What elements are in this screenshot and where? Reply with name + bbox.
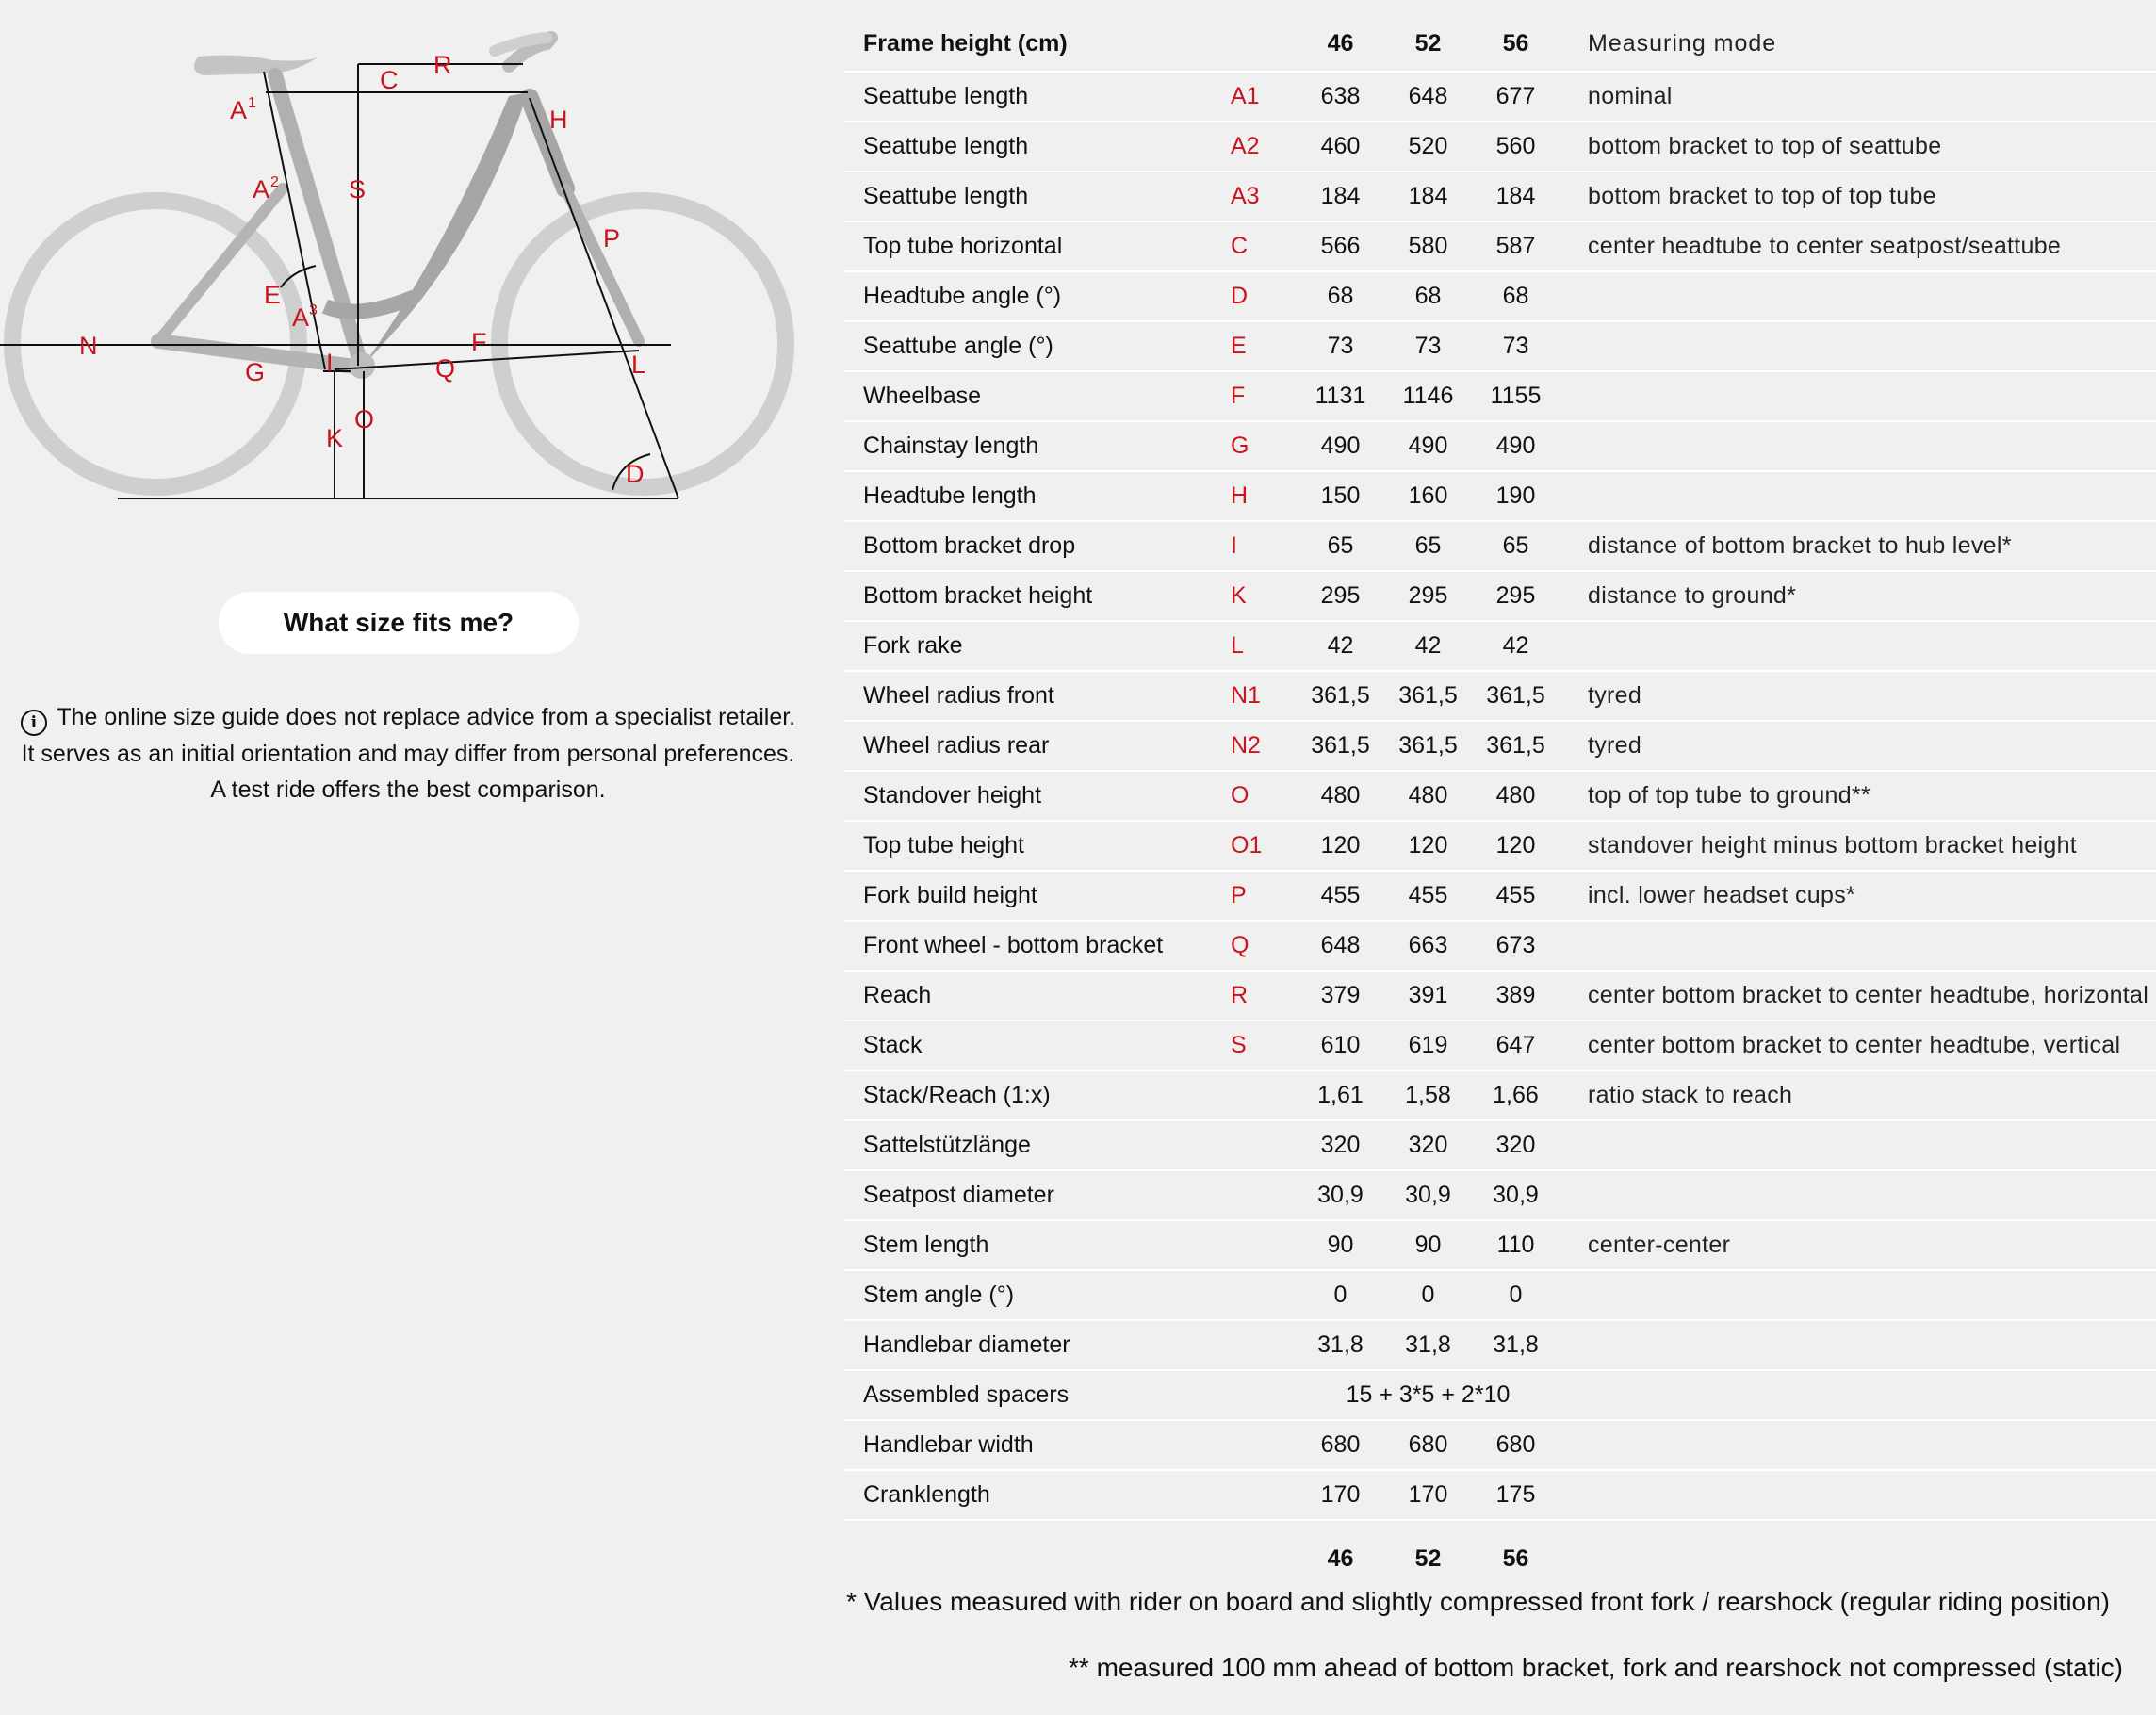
measurement-code: O (1231, 771, 1297, 821)
table-row (844, 871, 2156, 921)
measurement-value-56: 295 (1472, 571, 1560, 621)
measurement-value-46: 30,9 (1297, 1170, 1384, 1220)
measurement-value-52: 42 (1384, 621, 1472, 671)
table-row (844, 671, 2156, 721)
svg-text:C: C (380, 66, 399, 94)
svg-text:K: K (326, 424, 344, 452)
measurement-value-52: 1,58 (1384, 1070, 1472, 1120)
measurement-code (1231, 1170, 1297, 1220)
measurement-value-52: 391 (1384, 971, 1472, 1021)
table-row (844, 1370, 2156, 1420)
measurement-code: R (1231, 971, 1297, 1021)
measurement-name: Top tube height (844, 821, 1231, 871)
table-row (844, 1170, 2156, 1220)
measuring-mode-note (1560, 1270, 2156, 1320)
measurement-value-52: 0 (1384, 1270, 1472, 1320)
measurement-code (1231, 1470, 1297, 1520)
measuring-mode-note: ratio stack to reach (1560, 1070, 2156, 1120)
table-row (844, 571, 2156, 621)
measurement-name: Seattube length (844, 72, 1231, 122)
measurement-value-46: 361,5 (1297, 721, 1384, 771)
disclaimer-text: The online size guide does not replace advice from a specialist retailer. It serves as an initial orientation and may differ from personal preferences. A test ride offers the best comparison. (21, 704, 796, 803)
measurement-value-46: 65 (1297, 521, 1384, 571)
size-46-footer: 46 (1327, 1544, 1354, 1572)
measuring-mode-note (1560, 1420, 2156, 1470)
measurement-name: Chainstay length (844, 421, 1231, 471)
measurement-name: Headtube length (844, 471, 1231, 521)
measurement-value-56: 560 (1472, 122, 1560, 172)
measurement-value-56: 1,66 (1472, 1070, 1560, 1120)
measurement-value-46: 610 (1297, 1021, 1384, 1070)
bike-geometry-diagram (0, 19, 810, 509)
measurement-name: Assembled spacers (844, 1370, 1231, 1420)
measurement-code: N2 (1231, 721, 1297, 771)
measurement-name: Bottom bracket drop (844, 521, 1231, 571)
measurement-value-56: 175 (1472, 1470, 1560, 1520)
measurement-value-46: 150 (1297, 471, 1384, 521)
measurement-value-46: 648 (1297, 921, 1384, 971)
table-row (844, 421, 2156, 471)
size-56-footer: 56 (1502, 1544, 1529, 1572)
size-56-header: 56 (1472, 17, 1560, 72)
measurement-value-46: 1131 (1297, 371, 1384, 421)
measurement-name: Seattube length (844, 122, 1231, 172)
measurement-value-56: 587 (1472, 221, 1560, 271)
measuring-mode-note (1560, 321, 2156, 371)
measuring-mode-header: Measuring mode (1560, 17, 2156, 72)
measuring-mode-note (1560, 1320, 2156, 1370)
measuring-mode-note (1560, 1370, 2156, 1420)
svg-text:P: P (603, 224, 621, 253)
measuring-mode-note: distance of bottom bracket to hub level* (1560, 521, 2156, 571)
measurement-code (1231, 1120, 1297, 1170)
measurement-value-56: 31,8 (1472, 1320, 1560, 1370)
measurement-code: D (1231, 271, 1297, 321)
measurement-value-56: 65 (1472, 521, 1560, 571)
size-52-footer: 52 (1414, 1544, 1442, 1572)
measurement-name: Stem angle (°) (844, 1270, 1231, 1320)
measurement-code: A3 (1231, 172, 1297, 221)
measurement-name: Handlebar width (844, 1420, 1231, 1470)
table-row (844, 221, 2156, 271)
svg-text:E: E (264, 281, 282, 309)
measurement-value-56: 110 (1472, 1220, 1560, 1270)
svg-text:G: G (245, 358, 266, 386)
frame-height-header: Frame height (cm) (844, 17, 1231, 72)
svg-text:S: S (349, 175, 367, 204)
measurement-value-56: 480 (1472, 771, 1560, 821)
measurement-code: E (1231, 321, 1297, 371)
svg-text:H: H (549, 106, 568, 134)
measurement-value-52: 160 (1384, 471, 1472, 521)
measurement-value-46: 0 (1297, 1270, 1384, 1320)
measurement-value-52: 68 (1384, 271, 1472, 321)
svg-text:A: A (253, 175, 270, 204)
measuring-mode-note (1560, 1470, 2156, 1520)
svg-text:3: 3 (309, 302, 318, 318)
geometry-table (844, 17, 2156, 1596)
table-row (844, 72, 2156, 122)
measurement-value-52: 619 (1384, 1021, 1472, 1070)
measurement-value-46: 455 (1297, 871, 1384, 921)
measuring-mode-note (1560, 371, 2156, 421)
measurement-value-52: 680 (1384, 1420, 1472, 1470)
measurement-value-56: 361,5 (1472, 721, 1560, 771)
measuring-mode-note (1560, 621, 2156, 671)
measurement-value-52: 520 (1384, 122, 1472, 172)
svg-text:O: O (354, 405, 375, 433)
measurement-value-56: 30,9 (1472, 1170, 1560, 1220)
info-icon: i (21, 710, 47, 736)
measurement-value-52: 73 (1384, 321, 1472, 371)
measuring-mode-note (1560, 421, 2156, 471)
measurement-code: F (1231, 371, 1297, 421)
measurement-code: I (1231, 521, 1297, 571)
measurement-value-52: 65 (1384, 521, 1472, 571)
measurement-name: Stack/Reach (1:x) (844, 1070, 1231, 1120)
measurement-value-56: 647 (1472, 1021, 1560, 1070)
measurement-code: P (1231, 871, 1297, 921)
measurement-value-46: 460 (1297, 122, 1384, 172)
measurement-value-46: 120 (1297, 821, 1384, 871)
measuring-mode-note: tyred (1560, 671, 2156, 721)
measurement-value-52: 30,9 (1384, 1170, 1472, 1220)
table-header-row (844, 17, 2156, 72)
measurement-code (1231, 1320, 1297, 1370)
table-row (844, 1021, 2156, 1070)
table-row (844, 271, 2156, 321)
measurement-value-52: 455 (1384, 871, 1472, 921)
measurement-value-56: 190 (1472, 471, 1560, 521)
table-row (844, 821, 2156, 871)
measurement-value-52: 361,5 (1384, 721, 1472, 771)
measurement-value-46: 73 (1297, 321, 1384, 371)
measurement-value-52: 480 (1384, 771, 1472, 821)
measurement-value-52: 184 (1384, 172, 1472, 221)
measurement-value-all-sizes: 15 + 3*5 + 2*10 (1297, 1370, 1560, 1420)
measuring-mode-note: tyred (1560, 721, 2156, 771)
measurement-value-52: 663 (1384, 921, 1472, 971)
measurement-name: Wheel radius rear (844, 721, 1231, 771)
measurement-name: Standover height (844, 771, 1231, 821)
table-row (844, 1070, 2156, 1120)
size-52-header: 52 (1384, 17, 1472, 72)
measurement-value-52: 490 (1384, 421, 1472, 471)
table-footer-row (844, 1520, 2156, 1596)
measurement-code: H (1231, 471, 1297, 521)
measurement-value-56: 677 (1472, 72, 1560, 122)
measurement-value-56: 490 (1472, 421, 1560, 471)
svg-text:D: D (626, 460, 645, 488)
measurement-name: Reach (844, 971, 1231, 1021)
measuring-mode-note (1560, 271, 2156, 321)
measurement-name: Sattelstützlänge (844, 1120, 1231, 1170)
measurement-code: A1 (1231, 72, 1297, 122)
measurement-value-56: 0 (1472, 1270, 1560, 1320)
measurement-name: Stack (844, 1021, 1231, 1070)
measurement-value-52: 648 (1384, 72, 1472, 122)
measurement-code (1231, 1070, 1297, 1120)
table-row (844, 921, 2156, 971)
measuring-mode-note (1560, 1120, 2156, 1170)
table-row (844, 1120, 2156, 1170)
measurement-code: L (1231, 621, 1297, 671)
measurement-code (1231, 1420, 1297, 1470)
measurement-value-46: 1,61 (1297, 1070, 1384, 1120)
measuring-mode-note: center bottom bracket to center headtube, horizontal (1560, 971, 2156, 1021)
svg-text:A: A (292, 303, 310, 332)
measurement-value-46: 42 (1297, 621, 1384, 671)
measurement-value-46: 490 (1297, 421, 1384, 471)
measurement-name: Bottom bracket height (844, 571, 1231, 621)
measurement-code (1231, 1220, 1297, 1270)
measurement-name: Front wheel - bottom bracket (844, 921, 1231, 971)
measurement-value-56: 673 (1472, 921, 1560, 971)
table-row (844, 721, 2156, 771)
table-row (844, 621, 2156, 671)
measurement-value-56: 455 (1472, 871, 1560, 921)
table-row (844, 521, 2156, 571)
measurement-value-56: 320 (1472, 1120, 1560, 1170)
measuring-mode-note: nominal (1560, 72, 2156, 122)
table-row (844, 1220, 2156, 1270)
measurement-value-46: 90 (1297, 1220, 1384, 1270)
svg-text:F: F (471, 328, 487, 356)
measurement-code (1231, 1370, 1297, 1420)
measurement-value-56: 389 (1472, 971, 1560, 1021)
measurement-code (1231, 1270, 1297, 1320)
measurement-code: N1 (1231, 671, 1297, 721)
measurement-value-52: 320 (1384, 1120, 1472, 1170)
measurement-name: Cranklength (844, 1470, 1231, 1520)
measuring-mode-note: distance to ground* (1560, 571, 2156, 621)
table-row (844, 122, 2156, 172)
measurement-code: Q (1231, 921, 1297, 971)
measurement-code: K (1231, 571, 1297, 621)
svg-text:I: I (326, 349, 334, 377)
table-row (844, 971, 2156, 1021)
measurement-value-52: 1146 (1384, 371, 1472, 421)
measuring-mode-note: bottom bracket to top of seattube (1560, 122, 2156, 172)
measurement-name: Seatpost diameter (844, 1170, 1231, 1220)
measurement-code: S (1231, 1021, 1297, 1070)
table-row (844, 1270, 2156, 1320)
svg-text:R: R (433, 51, 452, 79)
disclaimer (17, 699, 799, 808)
measurement-name: Fork build height (844, 871, 1231, 921)
measurement-value-56: 361,5 (1472, 671, 1560, 721)
svg-text:2: 2 (270, 174, 279, 190)
measurement-code: G (1231, 421, 1297, 471)
measuring-mode-note: standover height minus bottom bracket height (1560, 821, 2156, 871)
measurement-value-56: 73 (1472, 321, 1560, 371)
table-row (844, 172, 2156, 221)
measurement-name: Fork rake (844, 621, 1231, 671)
measuring-mode-note: center bottom bracket to center headtube, vertical (1560, 1021, 2156, 1070)
svg-text:L: L (631, 351, 646, 379)
measuring-mode-note: bottom bracket to top of top tube (1560, 172, 2156, 221)
table-row (844, 1470, 2156, 1520)
measurement-value-56: 680 (1472, 1420, 1560, 1470)
table-row (844, 771, 2156, 821)
measurement-value-46: 379 (1297, 971, 1384, 1021)
measurement-value-46: 320 (1297, 1120, 1384, 1170)
measurement-code: O1 (1231, 821, 1297, 871)
measurement-code: A2 (1231, 122, 1297, 172)
measurement-value-46: 295 (1297, 571, 1384, 621)
measurement-value-52: 361,5 (1384, 671, 1472, 721)
svg-text:N: N (79, 332, 98, 360)
measurement-value-56: 1155 (1472, 371, 1560, 421)
measurement-value-56: 120 (1472, 821, 1560, 871)
table-row (844, 471, 2156, 521)
what-size-fits-me-button[interactable]: What size fits me? (219, 592, 579, 654)
measuring-mode-note (1560, 471, 2156, 521)
measuring-mode-note: incl. lower headset cups* (1560, 871, 2156, 921)
svg-text:A: A (230, 96, 248, 124)
measuring-mode-note (1560, 1170, 2156, 1220)
measurement-value-52: 170 (1384, 1470, 1472, 1520)
measuring-mode-note (1560, 921, 2156, 971)
bike-frame (158, 38, 639, 379)
measurement-code: C (1231, 221, 1297, 271)
measurement-value-56: 184 (1472, 172, 1560, 221)
measuring-mode-note: center-center (1560, 1220, 2156, 1270)
measurement-value-52: 295 (1384, 571, 1472, 621)
footnote-rider-on-board: * Values measured with rider on board and slightly compressed front fork / rearshock (regular riding position) (846, 1587, 2111, 1616)
measurement-value-46: 361,5 (1297, 671, 1384, 721)
measurement-value-46: 170 (1297, 1470, 1384, 1520)
measurement-name: Top tube horizontal (844, 221, 1231, 271)
measurement-value-52: 580 (1384, 221, 1472, 271)
measurement-value-46: 68 (1297, 271, 1384, 321)
measurement-value-52: 120 (1384, 821, 1472, 871)
measurement-name: Wheel radius front (844, 671, 1231, 721)
footnote-standover: ** measured 100 mm ahead of bottom bracket, fork and rearshock not compressed (static) (1069, 1653, 2123, 1682)
table-row (844, 1320, 2156, 1370)
table-row (844, 371, 2156, 421)
measurement-name: Headtube angle (°) (844, 271, 1231, 321)
measurement-value-52: 31,8 (1384, 1320, 1472, 1370)
measurement-value-46: 31,8 (1297, 1320, 1384, 1370)
measurement-value-46: 566 (1297, 221, 1384, 271)
measuring-mode-note: top of top tube to ground** (1560, 771, 2156, 821)
measurement-value-46: 680 (1297, 1420, 1384, 1470)
measurement-name: Seattube angle (°) (844, 321, 1231, 371)
measurement-value-52: 90 (1384, 1220, 1472, 1270)
measuring-mode-note: center headtube to center seatpost/seattube (1560, 221, 2156, 271)
measurement-name: Wheelbase (844, 371, 1231, 421)
measurement-name: Seattube length (844, 172, 1231, 221)
table-row (844, 321, 2156, 371)
measurement-name: Stem length (844, 1220, 1231, 1270)
measurement-value-56: 68 (1472, 271, 1560, 321)
svg-text:Q: Q (435, 354, 456, 383)
measurement-value-56: 42 (1472, 621, 1560, 671)
table-row (844, 1420, 2156, 1470)
measurement-value-46: 184 (1297, 172, 1384, 221)
svg-text:1: 1 (248, 95, 256, 111)
measurement-value-46: 638 (1297, 72, 1384, 122)
size-46-header: 46 (1297, 17, 1384, 72)
diagram-labels (79, 51, 645, 488)
measurement-name: Handlebar diameter (844, 1320, 1231, 1370)
measurement-value-46: 480 (1297, 771, 1384, 821)
